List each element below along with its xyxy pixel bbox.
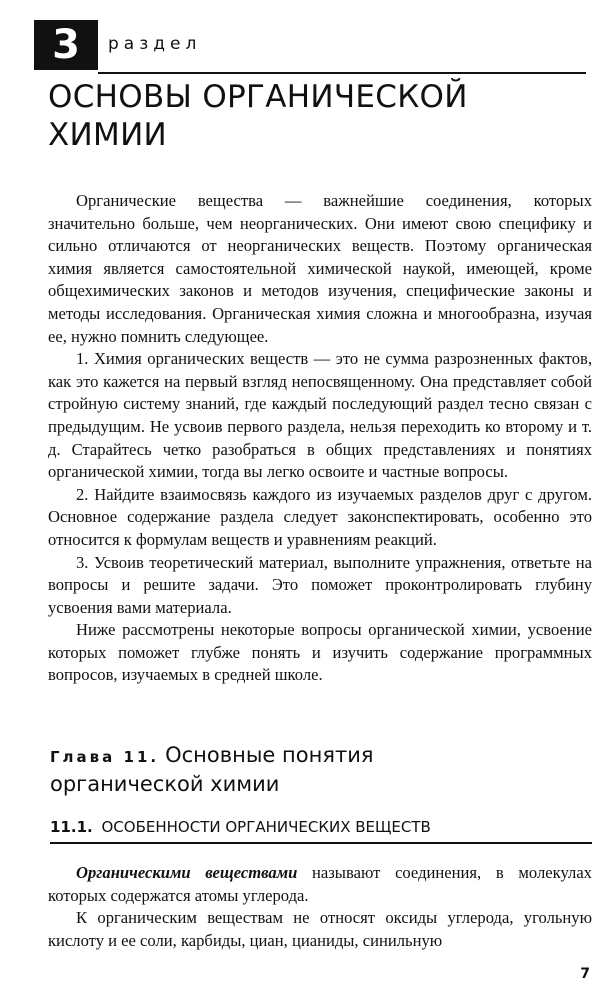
subsection-heading bbox=[50, 818, 592, 844]
subsection-number: 11.1. bbox=[50, 818, 93, 836]
paragraph: 1. Химия органических веществ — это не сумма разрозненных фактов, как это кажется на первый взгляд непосвященному. Она представляет собой стройную систему знаний, где каждый последующий раздел тесно связан с предыдущим. Не усвоив первого раздела, нельзя переходить ко второму и т. д. Старайтесь четко разобраться в общих представлениях и понятиях органической химии, тогда вы легко освоите и частные вопросы. bbox=[48, 349, 592, 482]
definition-paragraph bbox=[48, 862, 592, 907]
paragraph: 3. Усвоив теоретический материал, выполните упражнения, ответьте на вопросы и решите задачи. Это поможет проконтролировать глубину усвоения вами материала. bbox=[48, 552, 592, 617]
chapter-heading bbox=[50, 742, 590, 798]
definition-text: называют соединения, в молекулах которых содержатся атомы углерода. bbox=[48, 863, 592, 905]
defined-term: Органическими веществами bbox=[76, 863, 298, 882]
chapter-title-line-2: органической химии bbox=[50, 772, 280, 796]
chapter-title-line-1: Основные понятия bbox=[165, 743, 374, 767]
section-title-line-1: ОСНОВЫ ОРГАНИЧЕСКОЙ bbox=[48, 79, 468, 115]
intro-text bbox=[48, 190, 592, 687]
section-title-line-2: ХИМИИ bbox=[48, 117, 168, 153]
subsection-title: ОСОБЕННОСТИ ОРГАНИЧЕСКИХ ВЕЩЕСТВ bbox=[101, 818, 431, 836]
section-label: раздел bbox=[108, 34, 202, 54]
paragraph: Ниже рассмотрены некоторые вопросы органической химии, усвоение которых поможет глубже понять и изучить содержание программных вопросов, изучаемых в средней школе. bbox=[48, 620, 592, 685]
paragraph: К органическим веществам не относят оксиды углерода, угольную кислоту и ее соли, карбиды, циан, цианиды, синильную bbox=[48, 908, 592, 950]
paragraph: 2. Найдите взаимосвязь каждого из изучаемых разделов друг с другом. Основное содержание раздела следует законспектировать, особенно это относится к формулам веществ и уравнениям реакций. bbox=[48, 484, 592, 549]
subsection-text bbox=[48, 862, 592, 952]
section-header bbox=[34, 20, 586, 72]
paragraph: Органические вещества — важнейшие соединения, которых значительно больше, чем неорганических. Они имеют свою специфику и сильно отличаются от неорганических веществ. Поэтому органическая химия является самостоятельной химической наукой, имеющей, кроме общехимических законов и методов изучения, специфические законы и методы исследования. Органическая химия сложна и многообразна, изучая ее, нужно помнить следующее. bbox=[48, 191, 592, 346]
page-number: 7 bbox=[580, 966, 590, 982]
section-number-badge: 3 bbox=[34, 20, 98, 70]
chapter-label: Глава 11. bbox=[50, 748, 160, 766]
section-rule bbox=[98, 72, 586, 74]
section-title bbox=[48, 78, 588, 154]
